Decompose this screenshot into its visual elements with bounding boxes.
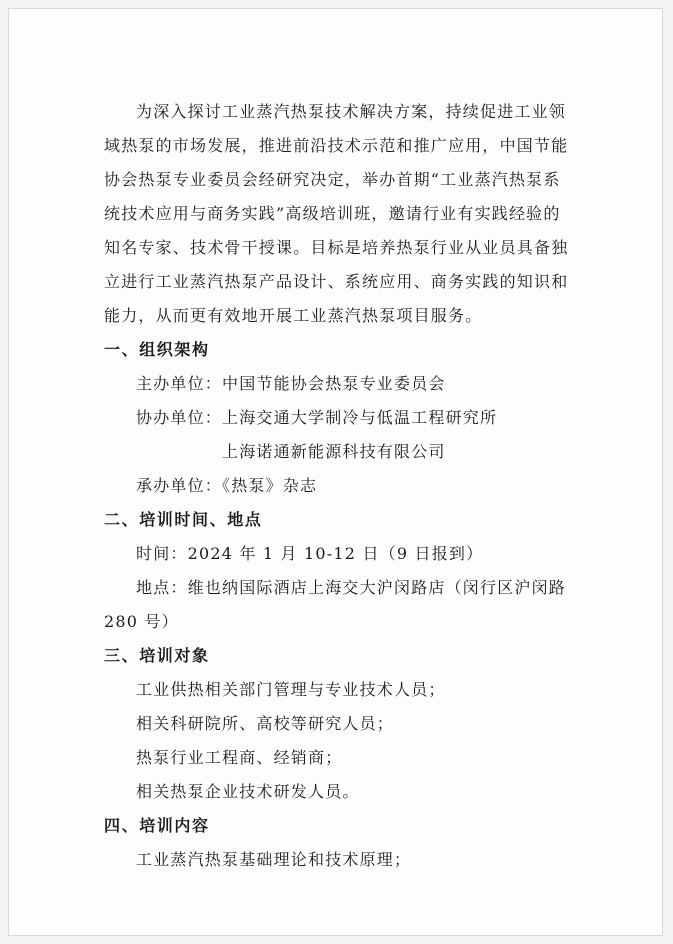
audience-item: 相关热泵企业技术研发人员。 [136, 782, 360, 801]
section-heading-audience: 三、培训对象 [104, 646, 210, 665]
section-heading-organization: 一、组织架构 [104, 340, 210, 359]
training-place: 地点：维也纳国际酒店上海交大沪闵路店（闵行区沪闵路 [136, 578, 567, 597]
content-item: 工业蒸汽热泵基础理论和技术原理； [136, 850, 412, 869]
co-host-unit-2: 上海诺通新能源科技有限公司 [222, 442, 446, 461]
section-heading-time-place: 二、培训时间、地点 [104, 510, 263, 529]
audience-item: 相关科研院所、高校等研究人员； [136, 714, 395, 733]
audience-item: 热泵行业工程商、经销商； [136, 748, 343, 767]
intro-line: 立进行工业蒸汽热泵产品设计、系统应用、商务实践的知识和 [104, 272, 569, 291]
intro-line: 能力，从而更有效地开展工业蒸汽热泵项目服务。 [104, 306, 483, 325]
organizer-unit: 承办单位：《热泵》杂志 [136, 476, 318, 495]
intro-line: 知名专家、技术骨干授课。目标是培养热泵行业从业员具备独 [104, 238, 569, 257]
intro-line: 域热泵的市场发展，推进前沿技术示范和推广应用，中国节能 [104, 136, 569, 155]
training-time: 时间：2024 年 1 月 10-12 日（9 日报到） [136, 544, 484, 563]
intro-line: 为深入探讨工业蒸汽热泵技术解决方案，持续促进工业领 [136, 102, 567, 121]
intro-line: 协会热泵专业委员会经研究决定，举办首期“工业蒸汽热泵系 [104, 170, 561, 189]
audience-item: 工业供热相关部门管理与专业技术人员； [136, 680, 446, 699]
intro-line: 统技术应用与商务实践”高级培训班，邀请行业有实践经验的 [104, 204, 561, 223]
co-host-unit: 协办单位：上海交通大学制冷与低温工程研究所 [136, 408, 498, 427]
host-unit: 主办单位：中国节能协会热泵专业委员会 [136, 374, 446, 393]
section-heading-content: 四、培训内容 [104, 816, 210, 835]
document-page [8, 8, 663, 936]
training-place-cont: 280 号） [104, 612, 179, 631]
